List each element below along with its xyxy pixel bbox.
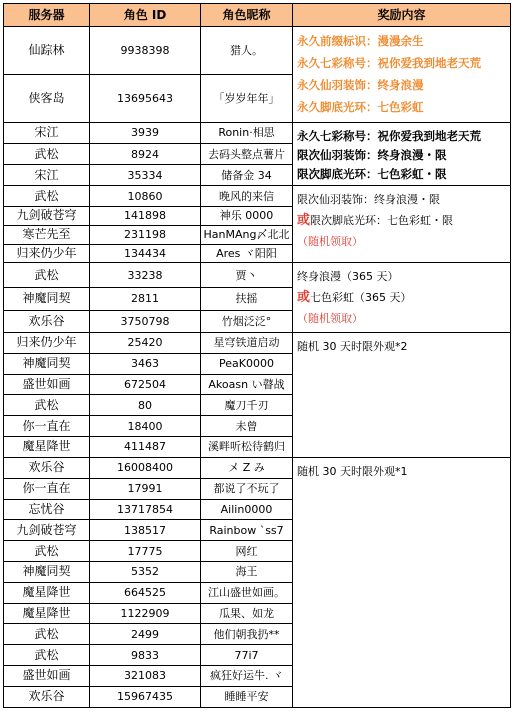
reward-cell: [293, 263, 511, 333]
reward-or-line: [297, 287, 506, 308]
table-row: [4, 333, 511, 354]
server-cell: 神魔同契: [4, 288, 90, 310]
server-cell: 欢乐谷: [4, 457, 90, 478]
reward-cell: [293, 457, 511, 707]
role-id-cell: 13695643: [90, 74, 201, 122]
role-id-cell: 13717854: [90, 499, 201, 520]
role-id-cell: 9938398: [90, 27, 201, 75]
server-cell: 欢乐谷: [4, 686, 90, 707]
nickname-cell: Ailin0000: [201, 499, 293, 520]
role-id-cell: 18400: [90, 416, 201, 437]
role-id-cell: 2811: [90, 288, 201, 310]
nickname-cell: 未曾: [201, 416, 293, 437]
role-id-cell: 134434: [90, 244, 201, 263]
table-row: [4, 27, 511, 75]
nickname-cell: 都说了不玩了: [201, 478, 293, 499]
server-cell: 宋江: [4, 165, 90, 186]
reward-line: 限次仙羽装饰：终身浪漫・限: [297, 147, 447, 162]
role-id-cell: 138517: [90, 520, 201, 541]
random-claim-note: （随机领取）: [297, 312, 363, 326]
nickname-cell: 他们朝我扔**: [201, 624, 293, 645]
server-cell: 魔星降世: [4, 603, 90, 624]
role-id-cell: 80: [90, 395, 201, 416]
role-id-cell: 2499: [90, 624, 201, 645]
reward-line: 永久脚底光环：七色彩虹: [297, 100, 424, 114]
reward-line: 永久七彩称号：祝你爱我到地老天荒: [297, 56, 481, 70]
role-id-cell: 8924: [90, 143, 201, 164]
server-cell: 你一直在: [4, 478, 90, 499]
server-cell: 归来仍少年: [4, 333, 90, 354]
server-cell: 武松: [4, 645, 90, 666]
role-id-cell: 3750798: [90, 310, 201, 332]
reward-table: [3, 3, 511, 708]
server-cell: 武松: [4, 541, 90, 562]
server-cell: 侠客岛: [4, 74, 90, 122]
role-id-cell: 33238: [90, 263, 201, 288]
nickname-cell: 竹烟泛泛°: [201, 310, 293, 332]
role-id-cell: 1122909: [90, 603, 201, 624]
nickname-cell: Rainbow ˋss7: [201, 520, 293, 541]
server-cell: 盛世如画: [4, 666, 90, 687]
role-id-cell: 35334: [90, 165, 201, 186]
nickname-cell: PeaK0000: [201, 353, 293, 374]
header-role-id: 角色 ID: [90, 4, 201, 27]
server-cell: 归来仍少年: [4, 244, 90, 263]
header-nickname: 角色昵称: [201, 4, 293, 27]
reward-cell: [293, 333, 511, 458]
nickname-cell: 储备金 34: [201, 165, 293, 186]
server-cell: 武松: [4, 624, 90, 645]
table-row: [4, 457, 511, 478]
nickname-cell: 海王: [201, 561, 293, 582]
server-cell: 欢乐谷: [4, 310, 90, 332]
role-id-cell: 9833: [90, 645, 201, 666]
server-cell: 武松: [4, 395, 90, 416]
nickname-cell: Ronin·相思: [201, 122, 293, 143]
reward-line: 永久前缀标识：漫漫余生: [297, 34, 424, 48]
nickname-cell: HanMAng〆北北: [201, 225, 293, 244]
header-server: 服务器: [4, 4, 90, 27]
server-cell: 武松: [4, 186, 90, 207]
nickname-cell: 睡睡平安: [201, 686, 293, 707]
server-cell: 魔星降世: [4, 437, 90, 458]
role-id-cell: 141898: [90, 207, 201, 226]
nickname-cell: 猎人。: [201, 27, 293, 75]
server-cell: 魔星降世: [4, 582, 90, 603]
role-id-cell: 17775: [90, 541, 201, 562]
reward-cell: [293, 27, 511, 123]
role-id-cell: 411487: [90, 437, 201, 458]
role-id-cell: 3463: [90, 353, 201, 374]
nickname-cell: 77i7: [201, 645, 293, 666]
nickname-cell: 扶摇: [201, 288, 293, 310]
role-id-cell: 231198: [90, 225, 201, 244]
server-cell: 九剑破苍穹: [4, 520, 90, 541]
or-label: 或: [297, 290, 311, 306]
server-cell: 宋江: [4, 122, 90, 143]
role-id-cell: 664525: [90, 582, 201, 603]
server-cell: 你一直在: [4, 416, 90, 437]
role-id-cell: 672504: [90, 374, 201, 395]
server-cell: 神魔同契: [4, 561, 90, 582]
nickname-cell: 网红: [201, 541, 293, 562]
header-row: [4, 4, 511, 27]
server-cell: 盛世如画: [4, 374, 90, 395]
reward-or-line: [297, 210, 506, 231]
role-id-cell: 321083: [90, 666, 201, 687]
nickname-cell: 魔刀千刃: [201, 395, 293, 416]
nickname-cell: 晚风的来信: [201, 186, 293, 207]
nickname-cell: Ares ヾ阳阳: [201, 244, 293, 263]
reward-line: 永久七彩称号：祝你爱我到地老天荒: [297, 128, 481, 143]
server-cell: 神魔同契: [4, 353, 90, 374]
reward-line: 随机 30 天时限外观*1: [297, 464, 408, 478]
server-cell: 寒芒先至: [4, 225, 90, 244]
reward-line: 永久仙羽装饰：终身浪漫: [297, 78, 424, 92]
reward-cell: [293, 122, 511, 185]
nickname-cell: 去码头整点薯片: [201, 143, 293, 164]
reward-cell: [293, 186, 511, 263]
nickname-cell: 疯狂好运牛. ヾ: [201, 666, 293, 687]
random-claim-note: （随机领取）: [297, 235, 363, 249]
server-cell: 忘忧谷: [4, 499, 90, 520]
nickname-cell: 江山盛世如画。: [201, 582, 293, 603]
reward-line: 限次脚底光环：七色彩虹・限: [297, 166, 447, 181]
role-id-cell: 10860: [90, 186, 201, 207]
role-id-cell: 25420: [90, 333, 201, 354]
nickname-cell: メ Z み: [201, 457, 293, 478]
reward-line: 限次仙羽装饰：终身浪漫・限: [297, 193, 440, 207]
nickname-cell: 溪畔听松待鹤归: [201, 437, 293, 458]
nickname-cell: 「岁岁年年」: [201, 74, 293, 122]
nickname-cell: 瓜果、如龙: [201, 603, 293, 624]
role-id-cell: 16008400: [90, 457, 201, 478]
table-row: [4, 186, 511, 207]
server-cell: 九剑破苍穹: [4, 207, 90, 226]
reward-line: 限次脚底光环：七色彩虹・限: [310, 214, 454, 228]
nickname-cell: 神乐 0000: [201, 207, 293, 226]
role-id-cell: 5352: [90, 561, 201, 582]
server-cell: 武松: [4, 263, 90, 288]
role-id-cell: 15967435: [90, 686, 201, 707]
reward-line: 随机 30 天时限外观*2: [297, 340, 408, 354]
reward-line: 七色彩虹（365 天）: [310, 291, 412, 305]
server-cell: 武松: [4, 143, 90, 164]
server-cell: 仙踪林: [4, 27, 90, 75]
nickname-cell: 星穹铁道启动: [201, 333, 293, 354]
role-id-cell: 17991: [90, 478, 201, 499]
role-id-cell: 3939: [90, 122, 201, 143]
table-row: [4, 122, 511, 143]
nickname-cell: Akoasn い瞽战: [201, 374, 293, 395]
reward-line: 终身浪漫（365 天）: [297, 270, 399, 284]
nickname-cell: 贾丶: [201, 263, 293, 288]
header-reward: 奖励内容: [293, 4, 511, 27]
table-body: [4, 27, 511, 708]
table-row: [4, 263, 511, 288]
or-label: 或: [297, 213, 311, 229]
